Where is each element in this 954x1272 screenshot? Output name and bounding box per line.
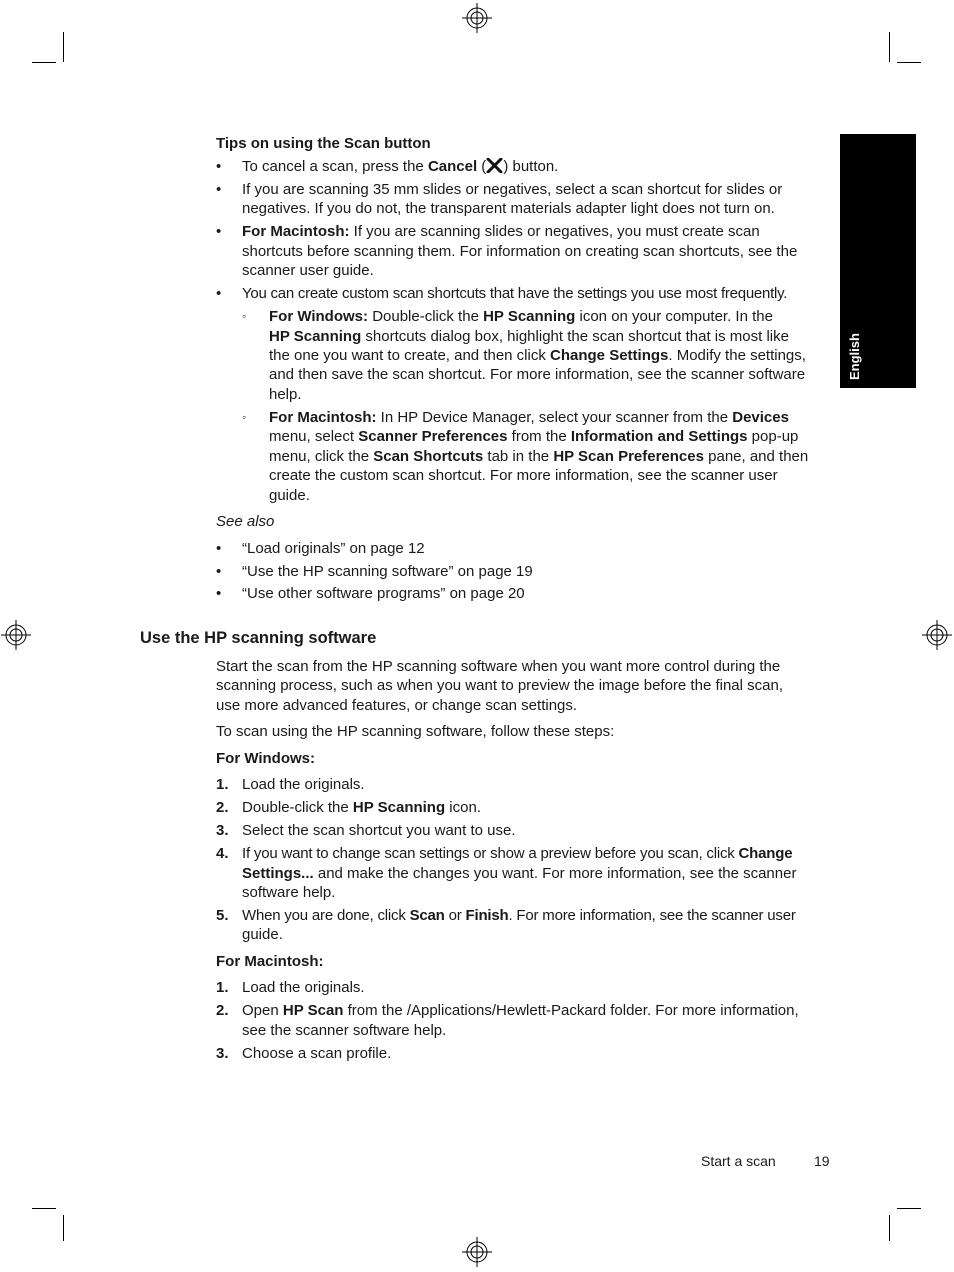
paragraph-line: Start the scan from the HP scanning software when you want more control during the	[216, 658, 781, 675]
step-number: 3.	[216, 822, 229, 839]
bullet-marker: •	[216, 540, 222, 557]
bullet-marker: •	[216, 181, 222, 198]
step-text: Choose a scan profile.	[242, 1045, 392, 1062]
footer-section: Start a scan	[701, 1153, 776, 1169]
step-number: 1.	[216, 776, 229, 793]
crop-mark	[897, 1208, 921, 1209]
registration-mark-icon	[0, 619, 32, 651]
crop-mark	[889, 1215, 890, 1241]
sub-bullet-marker: ◦	[242, 410, 247, 424]
sub-item-line: and then save the scan shortcut. For more information, see the scanner software	[269, 366, 806, 383]
see-also-link[interactable]: “Use other software programs” on page 20	[242, 585, 525, 602]
bullet-marker: •	[216, 585, 222, 602]
bullet-marker: •	[216, 563, 222, 580]
sub-item-line: HP Scanning shortcuts dialog box, highlight the scan shortcut that is most like	[269, 328, 789, 345]
step-text: Load the originals.	[242, 979, 365, 996]
step-text: When you are done, click Scan or Finish. For more information, see the scanner user	[242, 907, 796, 924]
list-item-line: negatives. If you do not, the transparent materials adapter light does not turn on.	[242, 200, 775, 217]
step-number: 2.	[216, 799, 229, 816]
step-number: 5.	[216, 907, 229, 924]
windows-heading: For Windows:	[216, 750, 316, 767]
bullet-marker: •	[216, 158, 222, 175]
step-number: 2.	[216, 1002, 229, 1019]
step-text: Load the originals.	[242, 776, 365, 793]
registration-mark-icon	[921, 619, 953, 651]
see-also-link[interactable]: “Use the HP scanning software” on page 19	[242, 563, 533, 580]
see-also-label: See also	[216, 513, 275, 530]
registration-mark-icon	[461, 1236, 493, 1268]
crop-mark	[32, 62, 56, 63]
sub-item-line: menu, select Scanner Preferences from the Information and Settings pop-up	[269, 428, 799, 445]
step-text: software help.	[242, 884, 336, 901]
crop-mark	[32, 1208, 56, 1209]
list-item: To cancel a scan, press the Cancel ( ) button.	[242, 158, 559, 175]
sub-bullet-marker: ◦	[242, 309, 247, 323]
step-number: 4.	[216, 845, 229, 862]
page-number: 19	[814, 1153, 830, 1169]
step-text: Open HP Scan from the /Applications/Hewlett-Packard folder. For more information,	[242, 1002, 799, 1019]
step-number: 1.	[216, 979, 229, 996]
tips-heading: Tips on using the Scan button	[216, 135, 431, 152]
step-text: see the scanner software help.	[242, 1022, 447, 1039]
step-text: guide.	[242, 926, 283, 943]
sub-item-line: For Windows: Double-click the HP Scanning icon on your computer. In the	[269, 308, 773, 325]
bullet-marker: •	[216, 223, 222, 240]
crop-mark	[897, 62, 921, 63]
sub-item-line: the one you want to create, and then click Change Settings. Modify the settings,	[269, 347, 806, 364]
paragraph-line: To scan using the HP scanning software, follow these steps:	[216, 723, 615, 740]
cancel-x-icon	[486, 158, 503, 173]
sub-item-line: help.	[269, 386, 302, 403]
sub-item-line: For Macintosh: In HP Device Manager, select your scanner from the Devices	[269, 409, 789, 426]
paragraph-line: scanning process, such as when you want to preview the image before the final scan,	[216, 677, 783, 694]
section-heading: Use the HP scanning software	[140, 629, 377, 647]
language-tab-label: English	[847, 333, 862, 380]
sub-item-line: create the custom scan shortcut. For more information, see the scanner user	[269, 467, 778, 484]
crop-mark	[63, 1215, 64, 1241]
list-item-line: If you are scanning 35 mm slides or negatives, select a scan shortcut for slides or	[242, 181, 783, 198]
mac-heading: For Macintosh:	[216, 953, 324, 970]
sub-item-line: guide.	[269, 487, 310, 504]
crop-mark	[889, 32, 890, 62]
paragraph-line: use more advanced features, or change scan settings.	[216, 697, 578, 714]
list-item-line: You can create custom scan shortcuts that have the settings you use most frequently.	[242, 285, 788, 302]
step-number: 3.	[216, 1045, 229, 1062]
step-text: Select the scan shortcut you want to use.	[242, 822, 516, 839]
see-also-link[interactable]: “Load originals” on page 12	[242, 540, 425, 557]
list-item-line: For Macintosh: If you are scanning slides or negatives, you must create scan	[242, 223, 760, 240]
list-item-line: shortcuts before scanning them. For information on creating scan shortcuts, see the	[242, 243, 798, 260]
step-text: Settings... and make the changes you want. For more information, see the scanner	[242, 865, 797, 882]
sub-item-line: menu, click the Scan Shortcuts tab in the HP Scan Preferences pane, and then	[269, 448, 809, 465]
step-text: If you want to change scan settings or show a preview before you scan, click Change	[242, 845, 793, 862]
list-item-line: scanner user guide.	[242, 262, 374, 279]
registration-mark-icon	[461, 2, 493, 34]
step-text: Double-click the HP Scanning icon.	[242, 799, 481, 816]
bullet-marker: •	[216, 285, 222, 302]
crop-mark	[63, 32, 64, 62]
